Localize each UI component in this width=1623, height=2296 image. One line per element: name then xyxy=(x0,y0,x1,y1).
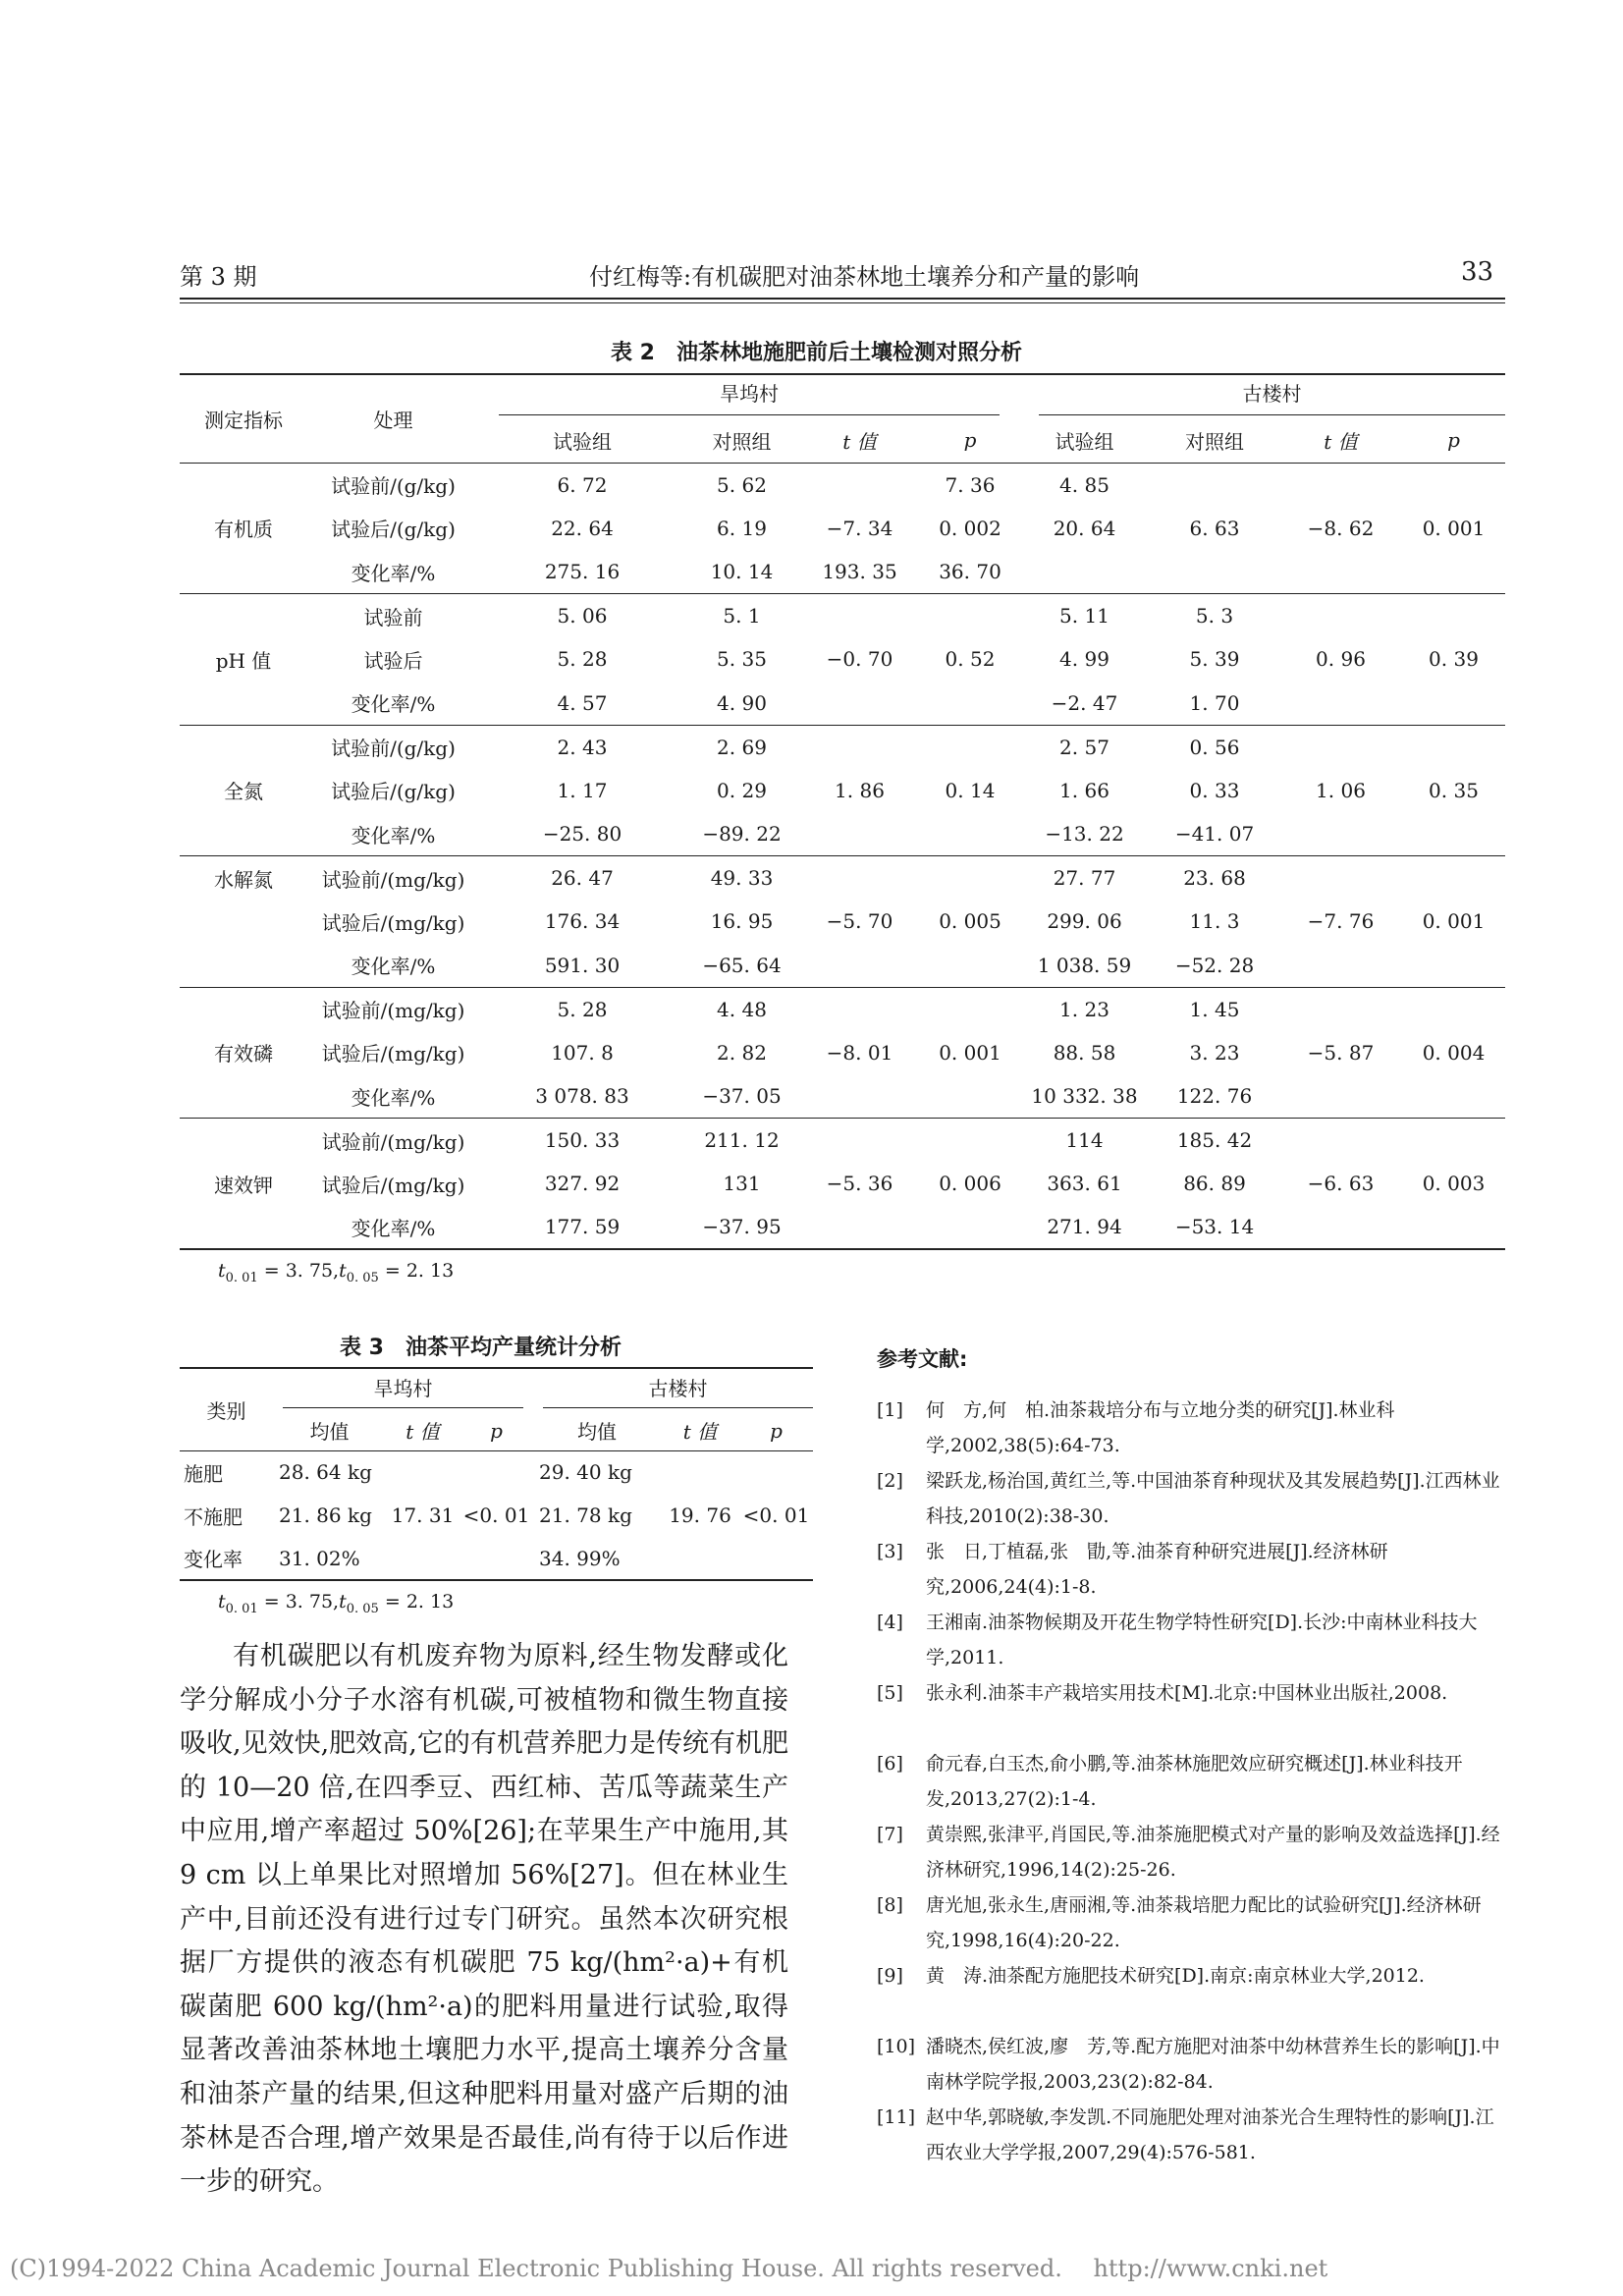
table2-subheader: 对照组 xyxy=(1185,429,1244,454)
table2-value-cell: 271. 94 xyxy=(1047,1215,1122,1239)
table2-row xyxy=(180,900,1505,944)
table2-treatment-cell: 试验后/(mg/kg) xyxy=(321,910,465,935)
reference-text: 梁跃龙,杨治国,黄红兰,等.中国油茶育种现状及其发展趋势[J].江西林业科技,2010(2):38-30. xyxy=(926,1470,1500,1527)
table2-value-cell: −52. 28 xyxy=(1174,953,1255,977)
table2-value-cell: 0. 005 xyxy=(939,909,1001,934)
table2-value-cell xyxy=(1279,856,1402,901)
table2-group-hanwu: 旱坞村 xyxy=(499,378,1000,415)
table2-value-cell: 0. 001 xyxy=(1422,516,1486,540)
table2-value-cell: 6. 72 xyxy=(557,472,608,497)
table2-treatment-cell: 变化率/% xyxy=(351,955,436,978)
table3-value-cell xyxy=(739,1450,813,1494)
table2-value-cell xyxy=(798,725,921,769)
table3-value-cell: 28. 64 kg xyxy=(279,1460,372,1485)
table3-value-cell xyxy=(661,1537,739,1580)
table2-value-cell: 3 078. 83 xyxy=(535,1084,629,1108)
reference-text: 俞元春,白玉杰,俞小鹏,等.油茶林施肥效应研究概述[J].林业科技开发,2013,27(2):1-4. xyxy=(926,1753,1463,1810)
reference-item xyxy=(877,1605,1505,1675)
table2-value-cell: 1. 86 xyxy=(835,778,885,802)
table2 xyxy=(180,373,1505,1250)
table3-caption: 表 3 油茶平均产量统计分析 xyxy=(340,1336,622,1360)
table2-value-cell xyxy=(1402,463,1505,507)
reference-item xyxy=(877,1958,1505,2029)
table2-row xyxy=(180,682,1505,726)
table2-value-cell: 107. 8 xyxy=(551,1040,614,1065)
table2-value-cell: 6. 19 xyxy=(717,516,767,540)
table3-value-cell: 34. 99% xyxy=(539,1546,621,1570)
reference-number: [3] xyxy=(877,1541,903,1562)
table2-treatment-cell: 试验后/(g/kg) xyxy=(331,780,456,804)
table2-value-cell: 49. 33 xyxy=(710,866,774,890)
reference-text: 张永利.油茶丰产栽培实用技术[M].北京:中国林业出版社,2008. xyxy=(926,1682,1448,1704)
table2-treatment-cell: 变化率/% xyxy=(351,823,436,847)
table2-value-cell: 0. 004 xyxy=(1422,1040,1486,1065)
table2-value-cell: 0. 002 xyxy=(939,516,1001,540)
table3-category-cell: 变化率 xyxy=(184,1548,243,1571)
table2-subheader: 试验组 xyxy=(553,429,612,454)
reference-text: 黄崇熙,张津平,肖国民,等.油茶施肥模式对产量的影响及效益选择[J].经济林研究,1996,14(2):25-26. xyxy=(926,1824,1500,1881)
table2-value-cell: 327. 92 xyxy=(544,1172,621,1196)
table3-value-cell: 19. 76 xyxy=(669,1503,731,1527)
reference-item xyxy=(877,1393,1505,1463)
reference-number: [4] xyxy=(877,1612,903,1633)
table2-value-cell: 5. 62 xyxy=(717,472,767,497)
table2-value-cell xyxy=(921,812,1019,856)
table2-note: $t_{0. 01} = 3$. $75,t_{0. 05} = 2$. 13 xyxy=(218,1260,455,1285)
running-title: 付红梅等:有机碳肥对油茶林地土壤养分和产量的影响 xyxy=(589,263,1140,291)
table2-value-cell xyxy=(1402,812,1505,856)
issue-label: 第 3 期 xyxy=(180,263,257,291)
reference-number: [11] xyxy=(877,2106,916,2128)
table2-value-cell: 177. 59 xyxy=(544,1215,621,1239)
reference-number: [1] xyxy=(877,1399,903,1421)
reference-item xyxy=(877,1887,1505,1958)
references-list xyxy=(877,1393,1505,2170)
table2-header-treatment: 处理 xyxy=(307,374,479,463)
table3-value-cell xyxy=(739,1537,813,1580)
header-rule-thin xyxy=(180,302,1505,303)
table2-value-cell: 0. 14 xyxy=(945,778,996,802)
table2-row xyxy=(180,856,1505,901)
table2-value-cell: 4. 99 xyxy=(1059,647,1109,672)
table2-value-cell: 591. 30 xyxy=(544,953,621,977)
table2-value-cell: 0. 006 xyxy=(939,1172,1001,1196)
table3-group-hanwu: 旱坞村 xyxy=(283,1373,523,1408)
table2-value-cell xyxy=(798,812,921,856)
table2-value-cell: 2. 82 xyxy=(717,1040,767,1065)
reference-text: 何 方,何 柏.油茶栽培分布与立地分类的研究[J].林业科学,2002,38(5):64-73. xyxy=(926,1399,1395,1456)
table2-value-cell xyxy=(921,594,1019,638)
table2-value-cell xyxy=(1279,812,1402,856)
table2-row xyxy=(180,550,1505,594)
table2-value-cell xyxy=(921,725,1019,769)
page-number: 33 xyxy=(1461,257,1494,287)
table2-indicator-cell: pH 值 xyxy=(180,594,307,726)
table2-value-cell: 1. 45 xyxy=(1189,997,1240,1021)
table2-value-cell xyxy=(921,1119,1019,1163)
table3-value-cell: <0. 01 xyxy=(742,1503,810,1527)
table3-value-cell: 29. 40 kg xyxy=(539,1460,632,1485)
table2-value-cell xyxy=(1402,550,1505,594)
table2-row xyxy=(180,637,1505,682)
table2-value-cell xyxy=(798,594,921,638)
table2-value-cell: 36. 70 xyxy=(939,560,1001,583)
table2-subheader: 试验组 xyxy=(1055,429,1114,454)
table2-row xyxy=(180,1206,1505,1250)
table2-value-cell: −89. 22 xyxy=(702,822,782,846)
table2-value-cell: 5. 1 xyxy=(723,604,761,628)
table2-value-cell: 11. 3 xyxy=(1189,909,1240,934)
table2-value-cell xyxy=(1402,944,1505,988)
table2-value-cell xyxy=(798,944,921,988)
table2-value-cell xyxy=(1402,987,1505,1031)
references-title: 参考文献: xyxy=(877,1347,968,1371)
table2-value-cell: 2. 43 xyxy=(557,735,608,759)
table2-value-cell: −41. 07 xyxy=(1174,822,1255,846)
table3-subheader: t 值 xyxy=(682,1420,718,1445)
table2-value-cell xyxy=(1279,987,1402,1031)
table2-value-cell: 20. 64 xyxy=(1053,516,1116,540)
table3-category-cell: 不施肥 xyxy=(184,1504,243,1529)
table2-value-cell: 1 038. 59 xyxy=(1037,953,1132,977)
table2-value-cell xyxy=(1279,1206,1402,1250)
header-rule xyxy=(180,298,1505,300)
table2-row xyxy=(180,769,1505,813)
table2-treatment-cell: 试验前 xyxy=(363,605,423,629)
table2-row xyxy=(180,1162,1505,1206)
table2-value-cell: 4. 85 xyxy=(1059,472,1109,497)
table2-value-cell: −0. 70 xyxy=(826,647,893,672)
table3-value-cell: <0. 01 xyxy=(462,1503,530,1527)
reference-item xyxy=(877,1463,1505,1534)
table2-value-cell: 5. 35 xyxy=(717,647,767,672)
table2-value-cell: −5. 70 xyxy=(826,909,893,934)
table2-value-cell: 275. 16 xyxy=(544,560,621,583)
table2-value-cell: 0. 001 xyxy=(939,1040,1001,1065)
reference-text: 张 日,丁植磊,张 勖,等.油茶育种研究进展[J].经济林研究,2006,24(4):1-8. xyxy=(926,1541,1388,1598)
table2-value-cell: 1. 66 xyxy=(1059,778,1109,802)
table2-treatment-cell: 变化率/% xyxy=(351,1216,436,1240)
table2-value-cell: 5. 39 xyxy=(1189,647,1240,672)
table2-value-cell xyxy=(1279,1119,1402,1163)
table2-value-cell: 5. 06 xyxy=(557,604,608,628)
table2-indicator-cell: 速效钾 xyxy=(180,1119,307,1250)
table2-value-cell: −53. 14 xyxy=(1174,1215,1255,1239)
table2-value-cell: −7. 76 xyxy=(1307,909,1375,934)
reference-text: 赵中华,郭晓敏,李发凯.不同施肥处理对油茶光合生理特性的影响[J].江西农业大学学报,2007,29(4):576-581. xyxy=(926,2106,1494,2163)
table3-value-cell xyxy=(460,1537,533,1580)
table2-value-cell: 7. 36 xyxy=(945,472,996,497)
reference-item xyxy=(877,2100,1505,2170)
table2-value-cell: 5. 28 xyxy=(557,647,608,672)
table2-value-cell: 5. 28 xyxy=(557,997,608,1021)
table2-value-cell: 211. 12 xyxy=(704,1128,780,1152)
table2-value-cell: 114 xyxy=(1065,1128,1104,1152)
table2-value-cell: 0. 001 xyxy=(1422,909,1486,934)
table3-note: $t_{0. 01} = 3$. $75,t_{0. 05} = 2$. 13 xyxy=(218,1591,455,1616)
table2-value-cell xyxy=(1279,682,1402,726)
table3-row xyxy=(180,1537,813,1580)
table2-value-cell: 176. 34 xyxy=(544,909,621,934)
table3 xyxy=(180,1367,813,1581)
table2-value-cell: 6. 63 xyxy=(1189,516,1240,540)
table3-subheader: 均值 xyxy=(309,1420,350,1445)
table2-value-cell: 0. 35 xyxy=(1429,778,1479,802)
table2-row xyxy=(180,812,1505,856)
table3-header-category: 类别 xyxy=(180,1368,273,1450)
table2-value-cell: −37. 05 xyxy=(702,1084,782,1108)
table2-value-cell: 193. 35 xyxy=(822,560,897,583)
table2-indicator-cell: 有效磷 xyxy=(180,987,307,1119)
reference-item xyxy=(877,1534,1505,1605)
table2-value-cell: −8. 01 xyxy=(826,1040,893,1065)
table2-row xyxy=(180,987,1505,1031)
table2-value-cell xyxy=(1402,594,1505,638)
table2-subheader: p xyxy=(1447,428,1460,453)
table2-value-cell: 5. 11 xyxy=(1059,604,1109,628)
table2-treatment-cell: 试验后/(mg/kg) xyxy=(321,1173,465,1197)
table2-value-cell: 0. 96 xyxy=(1316,647,1366,672)
reference-number: [9] xyxy=(877,1965,903,1987)
table2-group-gulou: 古楼村 xyxy=(1039,378,1505,415)
table2-value-cell: 0. 33 xyxy=(1189,778,1240,802)
table2-value-cell xyxy=(798,1119,921,1163)
table2-caption: 表 2 油茶林地施肥前后土壤检测对照分析 xyxy=(611,341,1022,365)
table2-value-cell: 4. 57 xyxy=(557,690,608,715)
table2-value-cell: 2. 69 xyxy=(717,735,767,759)
table2-value-cell xyxy=(921,944,1019,988)
table2-value-cell: 23. 68 xyxy=(1183,866,1246,890)
reference-text: 潘晓杰,侯红波,廖 芳,等.配方施肥对油茶中幼林营养生长的影响[J].中南林学院学报,2003,23(2):82-84. xyxy=(926,2036,1500,2093)
table2-value-cell: 0. 003 xyxy=(1422,1172,1486,1196)
reference-item xyxy=(877,1817,1505,1887)
table2-value-cell: −13. 22 xyxy=(1045,822,1124,846)
table2-indicator-cell: 全氮 xyxy=(180,725,307,856)
table3-value-cell: 21. 78 kg xyxy=(539,1503,632,1527)
table2-value-cell: 0. 29 xyxy=(717,778,767,802)
table2-value-cell: −5. 36 xyxy=(826,1172,893,1196)
table3-value-cell xyxy=(386,1537,460,1580)
reference-number: [8] xyxy=(877,1894,903,1916)
table2-value-cell xyxy=(1019,550,1150,594)
table2-treatment-cell: 试验前/(mg/kg) xyxy=(321,867,465,892)
reference-text: 唐光旭,张永生,唐丽湘,等.油茶栽培肥力配比的试验研究[J].经济林研究,1998,16(4):20-22. xyxy=(926,1894,1482,1951)
reference-number: [7] xyxy=(877,1824,903,1845)
table3-value-cell: 17. 31 xyxy=(391,1503,455,1527)
table2-treatment-cell: 试验后 xyxy=(363,648,423,673)
table2-value-cell xyxy=(1279,463,1402,507)
table2-value-cell: 5. 3 xyxy=(1195,604,1234,628)
table2-value-cell xyxy=(921,987,1019,1031)
table3-subheader: t 值 xyxy=(406,1420,440,1445)
table3-row xyxy=(180,1450,813,1494)
table2-value-cell xyxy=(921,1074,1019,1119)
table2-value-cell: 22. 64 xyxy=(551,516,614,540)
table2-value-cell: 131 xyxy=(723,1172,761,1196)
table2-value-cell: −8. 62 xyxy=(1307,516,1375,540)
table3-value-cell xyxy=(386,1450,460,1494)
table2-treatment-cell: 试验后/(g/kg) xyxy=(331,518,456,542)
table2-value-cell: 122. 76 xyxy=(1176,1084,1253,1108)
table2-value-cell xyxy=(1402,1074,1505,1119)
table2-value-cell xyxy=(798,987,921,1031)
table2-value-cell: 4. 48 xyxy=(717,997,767,1021)
reference-number: [6] xyxy=(877,1753,903,1775)
table2-value-cell xyxy=(1279,550,1402,594)
table2-value-cell: 1. 06 xyxy=(1316,778,1366,802)
table2-indicator-cell: 有机质 xyxy=(180,463,307,594)
table3-value-cell: 21. 86 kg xyxy=(279,1503,372,1527)
table2-value-cell: 150. 33 xyxy=(544,1128,621,1152)
table3-value-cell: 31. 02% xyxy=(279,1546,360,1570)
reference-item xyxy=(877,2029,1505,2100)
table2-value-cell: 185. 42 xyxy=(1176,1128,1253,1152)
table2-value-cell: 10. 14 xyxy=(710,560,774,583)
table2-row xyxy=(180,594,1505,638)
table2-treatment-cell: 试验前/(mg/kg) xyxy=(321,1129,465,1154)
table3-category-cell: 施肥 xyxy=(184,1461,223,1486)
copyright-footer: (C)1994-2022 China Academic Journal Electronic Publishing House. All rights reserved. http://www.cnki.net xyxy=(10,2255,1328,2282)
table2-value-cell xyxy=(798,856,921,901)
table2-row xyxy=(180,1074,1505,1119)
table2-row xyxy=(180,944,1505,988)
table2-value-cell xyxy=(798,1206,921,1250)
table2-value-cell: 2. 57 xyxy=(1059,735,1109,759)
table3-value-cell xyxy=(460,1450,533,1494)
table2-value-cell: −5. 87 xyxy=(1307,1040,1375,1065)
table2-value-cell: 4. 90 xyxy=(717,690,767,715)
table2-value-cell: 363. 61 xyxy=(1047,1172,1122,1196)
table2-value-cell xyxy=(1402,856,1505,901)
reference-text: 黄 涛.油茶配方施肥技术研究[D].南京:南京林业大学,2012. xyxy=(926,1965,1425,1987)
table2-treatment-cell: 变化率/% xyxy=(351,692,436,716)
table2-row xyxy=(180,507,1505,551)
table2-value-cell xyxy=(798,463,921,507)
table2-value-cell: 86. 89 xyxy=(1183,1172,1246,1196)
table2-subheader: t 值 xyxy=(1324,429,1358,454)
table2-value-cell xyxy=(1279,594,1402,638)
table2-value-cell xyxy=(1402,1206,1505,1250)
table2-value-cell: −7. 34 xyxy=(826,516,893,540)
table2-value-cell xyxy=(1402,725,1505,769)
table2-value-cell: 88. 58 xyxy=(1053,1040,1116,1065)
table2-value-cell: 27. 77 xyxy=(1053,866,1116,890)
table2-subheader: p xyxy=(963,428,977,453)
table2-value-cell: −65. 64 xyxy=(702,953,782,977)
table2-row xyxy=(180,725,1505,769)
table2-value-cell: 0. 56 xyxy=(1189,735,1240,759)
table2-value-cell: 299. 06 xyxy=(1047,909,1122,934)
table2-value-cell: 1. 70 xyxy=(1189,690,1240,715)
table2-value-cell: 1. 23 xyxy=(1059,997,1109,1021)
table2-value-cell: −25. 80 xyxy=(542,822,622,846)
table2-treatment-cell: 变化率/% xyxy=(351,561,436,585)
table2-value-cell xyxy=(798,682,921,726)
table3-group-gulou: 古楼村 xyxy=(543,1373,813,1408)
table2-value-cell xyxy=(1402,1119,1505,1163)
table2-value-cell xyxy=(1402,682,1505,726)
table2-value-cell: 1. 17 xyxy=(557,778,608,802)
reference-number: [10] xyxy=(877,2036,916,2057)
table2-treatment-cell: 试验前/(g/kg) xyxy=(331,737,456,760)
table2-row xyxy=(180,463,1505,507)
table2-value-cell: 26. 47 xyxy=(551,866,614,890)
table2-header-indicator: 测定指标 xyxy=(180,374,307,463)
reference-text: 王湘南.油茶物候期及开花生物学特性研究[D].长沙:中南林业科技大学,2011. xyxy=(926,1612,1478,1668)
table2-subheader: 对照组 xyxy=(712,429,772,454)
table2-row xyxy=(180,1119,1505,1163)
reference-number: [5] xyxy=(877,1682,903,1704)
table2-value-cell xyxy=(921,856,1019,901)
table2-value-cell: 0. 52 xyxy=(945,647,996,672)
table2-subheader: t 值 xyxy=(842,429,877,454)
table2-value-cell: 0. 39 xyxy=(1429,647,1479,672)
reference-item xyxy=(877,1675,1505,1746)
table3-value-cell xyxy=(661,1450,739,1494)
table2-value-cell: −6. 63 xyxy=(1307,1172,1375,1196)
table2-treatment-cell: 试验前/(mg/kg) xyxy=(321,999,465,1022)
table2-treatment-cell: 试验后/(mg/kg) xyxy=(321,1042,465,1066)
body-paragraph xyxy=(180,1635,788,2205)
table2-value-cell xyxy=(798,1074,921,1119)
body-text: 有机碳肥以有机废弃物为原料,经生物发酵或化学分解成小分子水溶有机碳,可被植物和微生物直接吸收,见效快,肥效高,它的有机营养肥力是传统有机肥的 10—20 倍,在四季豆、西红柿、苦瓜等蔬菜生产中应用,增产率超过 50%[26];在苹果生产中施用,其 9 cm 以上单果比对照增加 56%[27]。但在林业生产中,目前还没有进行过专门研究。虽然本次研究根据厂方提供的液态有机碳肥 75 kg/(hm²·a)+有机碳菌肥 600 kg/(hm²·a)的肥料用量进行试验,取得显著改善油茶林地土壤肥力水平,提高土壤养分含量和油茶产量的结果,但这种肥料用量对盛产后期的油茶林是否合理,增产效果是否最佳,尚有待于以后作进一步的研究。 xyxy=(180,1641,788,2198)
table2-value-cell: −37. 95 xyxy=(702,1215,782,1239)
reference-item xyxy=(877,1746,1505,1817)
table2-value-cell xyxy=(1150,463,1279,507)
table2-value-cell: 3. 23 xyxy=(1189,1040,1240,1065)
table2-treatment-cell: 变化率/% xyxy=(351,1085,436,1110)
table2-value-cell xyxy=(921,682,1019,726)
table3-subheader: p xyxy=(770,1418,783,1443)
table2-value-cell xyxy=(921,1206,1019,1250)
table3-row xyxy=(180,1494,813,1537)
table2-value-cell xyxy=(1279,725,1402,769)
table2-value-cell: −2. 47 xyxy=(1051,690,1118,715)
table2-row xyxy=(180,1031,1505,1075)
table2-value-cell xyxy=(1279,944,1402,988)
table2-value-cell xyxy=(1279,1074,1402,1119)
table3-subheader: 均值 xyxy=(577,1420,617,1445)
table2-value-cell: 16. 95 xyxy=(710,909,774,934)
table2-indicator-cell: 水解氮 xyxy=(180,856,307,988)
table2-value-cell xyxy=(1150,550,1279,594)
table2-treatment-cell: 试验前/(g/kg) xyxy=(331,474,456,498)
table3-subheader: p xyxy=(490,1418,503,1443)
table2-value-cell: 10 332. 38 xyxy=(1031,1084,1138,1108)
reference-number: [2] xyxy=(877,1470,903,1492)
